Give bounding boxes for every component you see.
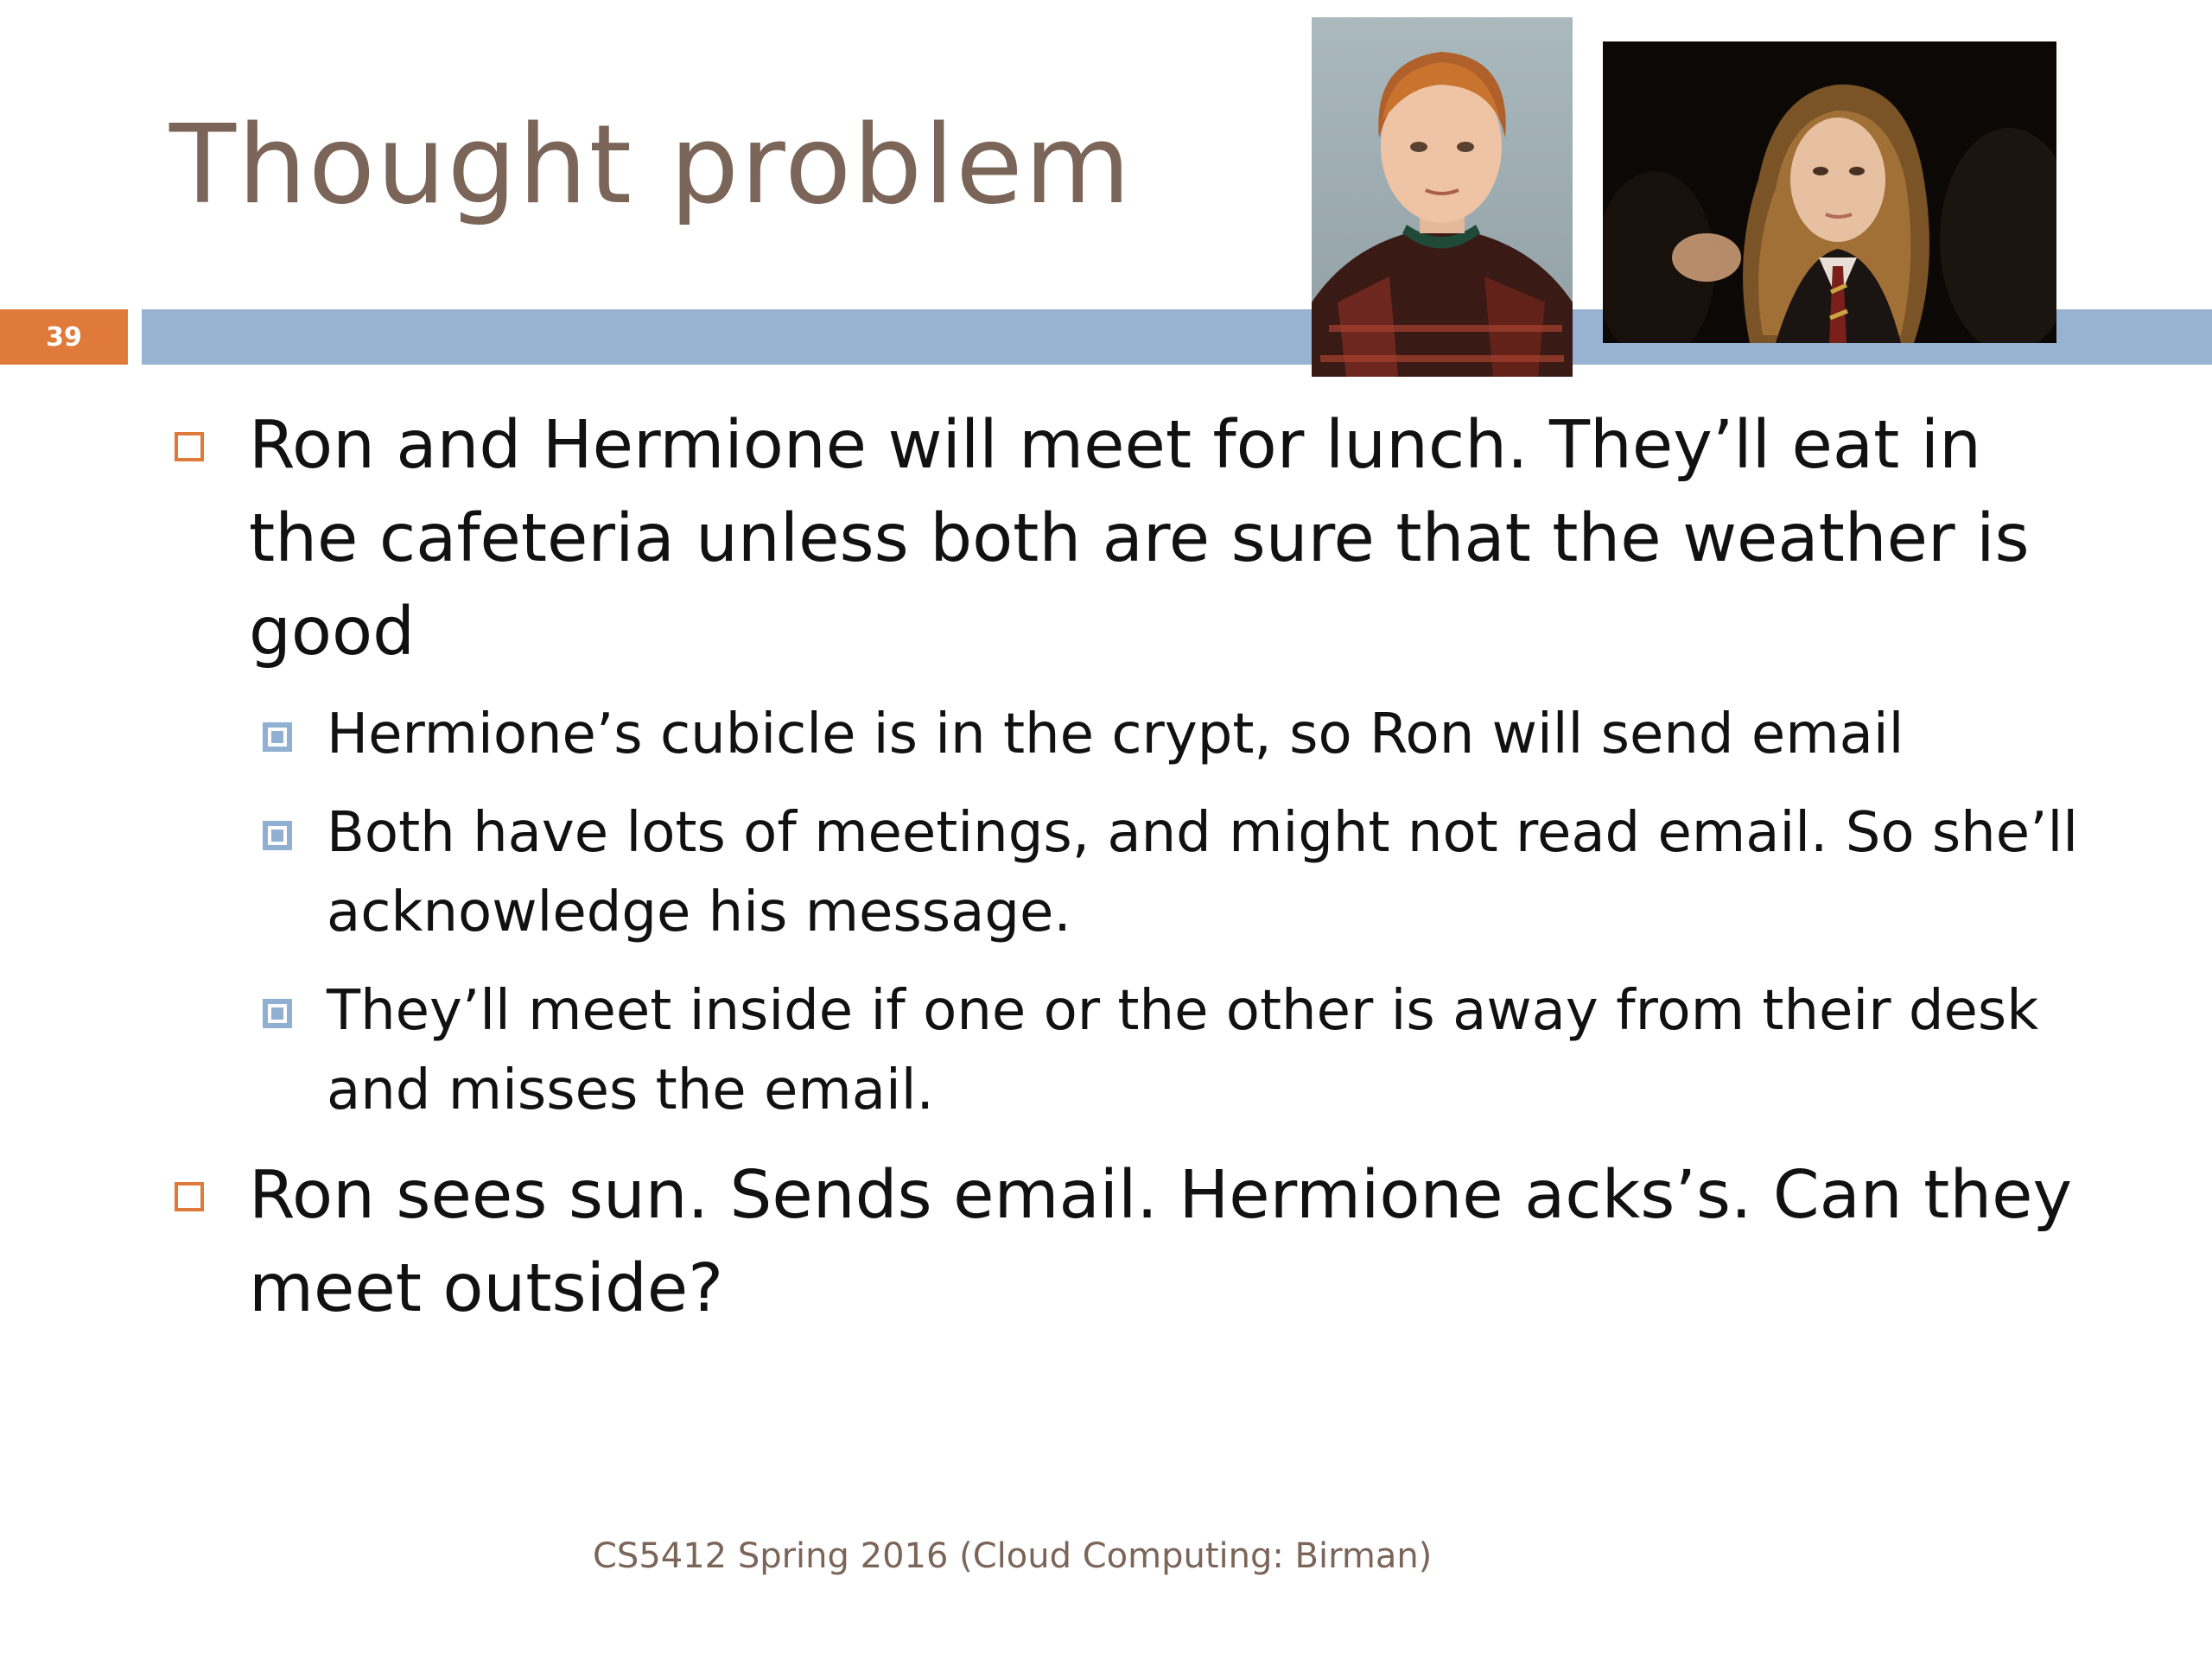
bullet-text: Ron and Hermione will meet for lunch. They’ll eat in the cafeteria unless both are sure that the weather is good xyxy=(249,407,2030,671)
page-number-badge xyxy=(0,309,128,365)
sub-bullet-text: Hermione’s cubicle is in the crypt, so Ron will send email xyxy=(327,702,1904,766)
ron-photo-illustration xyxy=(1312,17,1573,377)
filled-square-bullet-icon xyxy=(263,999,292,1028)
slide-title: Thought problem xyxy=(169,101,1133,228)
ron-photo xyxy=(1312,17,1573,377)
slide-footer: CS5412 Spring 2016 (Cloud Computing: Birman) xyxy=(593,1536,1433,1576)
page-number: 39 xyxy=(46,321,82,353)
sub-bullet-item-2 xyxy=(169,793,2088,952)
hermione-photo-illustration xyxy=(1603,41,2056,343)
hermione-photo xyxy=(1603,41,2056,343)
bullet-item-2 xyxy=(169,1149,2088,1336)
slide-content xyxy=(169,399,2088,1336)
square-bullet-icon xyxy=(175,432,204,461)
bullet-text: Ron sees sun. Sends email. Hermione acks’s. Can they meet outside? xyxy=(249,1157,2073,1327)
filled-square-bullet-icon xyxy=(263,821,292,850)
sub-bullet-text: Both have lots of meetings, and might not read email. So she’ll acknowledge his message. xyxy=(327,801,2078,944)
sub-bullet-item-1 xyxy=(169,695,2088,774)
sub-bullet-item-3 xyxy=(169,971,2088,1130)
sub-bullet-list xyxy=(169,695,2088,1130)
filled-square-bullet-icon xyxy=(263,722,292,752)
square-bullet-icon xyxy=(175,1182,204,1211)
bullet-item-1 xyxy=(169,399,2088,679)
sub-bullet-text: They’ll meet inside if one or the other is away from their desk and misses the email. xyxy=(327,979,2039,1122)
